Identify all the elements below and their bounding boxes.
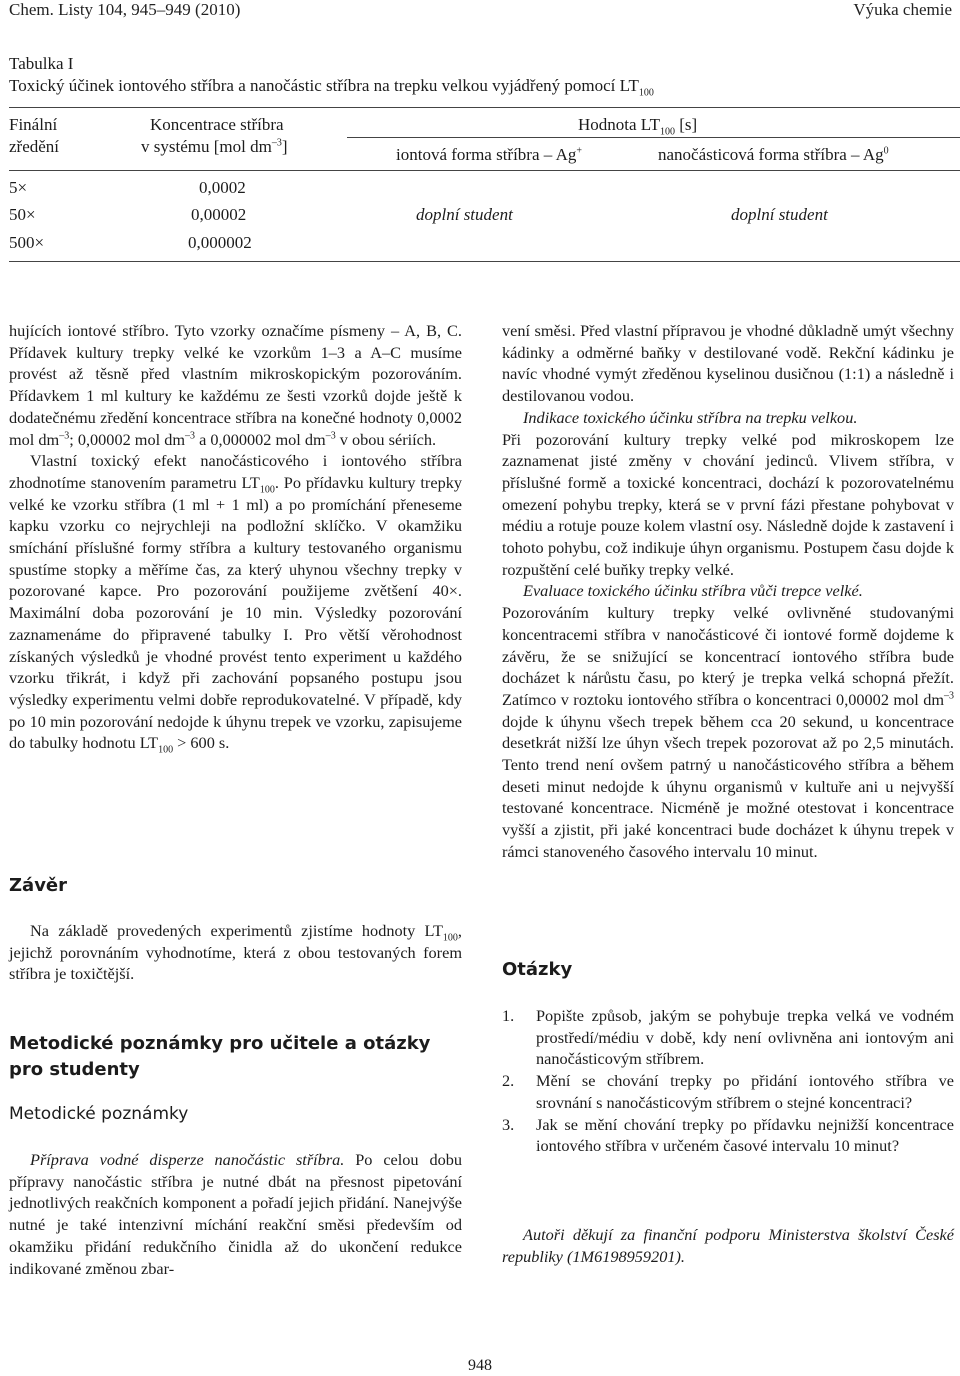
table-row-1-conc: 0,0002 — [199, 178, 246, 197]
paragraph-evaluation: Pozorováním kultury trepky velké ovlivněné studovanými koncentracemi stříbra v nanočásticové či iontové formě dojdeme k závěru, že se snižující se koncentrací iontového stříbra bude docházet k nárůstu času, po který je trepka velká schopná přežít. Zatímco v roztoku iontového stříbra o koncentraci 0,00002 mol $dm^{-3}$ dojde k úhynu všech trepek během cca 20 sekund, u koncentrace desetkrát nižší lze úhyn všech trepek pozorovat až po 2,5 minutách. Tento trend není ovšem patrný u nanočásticového stříbra a během deseti minut nedojde k úhynu organismů v kultuře ani u nejvyšší testované koncentrace. Nicméně je možné otestovat i koncentrace vyšší a zjistit, při jaké koncentraci bude docházet k úhynu trepek v rámci stanoveného časového intervalu 10 minut. — [502, 603, 954, 861]
table-bottom-rule — [9, 261, 960, 262]
table-row-3-conc: 0,000002 — [188, 233, 252, 252]
paragraph-conclusion: Na základě provedených experimentů zjistíme hodnoty $LT_{100}$, jejichž porovnáním vyhodnotíme, která z obou testovaných forem stříbra je toxičtější. — [9, 921, 462, 984]
running-header — [0, 0, 960, 22]
group-rule — [347, 137, 960, 138]
paragraph-samples: hujících iontové stříbro. Tyto vzorky označíme písmeny – A, B, C. Přídavek kultury trepky velké ke vzorkům 1–3 a A–C musíme provést až těsně před vlastním mikroskopickým pozorováním. Přídavkem 1 ml kultury ke každému ze šesti vzorků dojde ještě k dodatečnému zředění koncentrace stříbra na konečné hodnoty 0,0002 mol $dm^{-3}$; 0,00002 mol $dm^{-3}$ a 0,000002 mol $dm^{-3}$ v obou sériích. — [9, 321, 462, 449]
left-column-preparation — [9, 1149, 462, 1279]
col-header-ionic: iontová forma stříbra – Ag+ — [396, 145, 582, 164]
col-header-nano: nanočásticová forma stříbra – Ag$^0$ — [658, 145, 889, 164]
paragraph-preparation: Příprava vodné disperze nanočástic stříbra. Po celou dobu přípravy nanočástic stříbra je nutné dbát na přesnost pipetování jednotlivých reakčních komponent a pořadí jejich přidání. Nanejvýše nutné je také intenzivní míchání reakční směsi především od okamžiku přidání redukčního činidla až do ukončení redukce indikované změnou zbar- — [9, 1150, 463, 1278]
subheading-methodical-notes: Metodické poznámky — [9, 1104, 189, 1124]
col-header-lt-group: Hodnota $LT_{100}$ [s] — [578, 115, 698, 138]
heading-conclusion: Závěr — [9, 875, 68, 896]
table-row-2-ionic: doplní student — [416, 205, 513, 224]
heading-methodical-notes: Metodické poznámky pro učitele a otázky pro studenty — [9, 1033, 431, 1080]
table-label: Tabulka I — [9, 54, 74, 73]
heading-questions: Otázky — [502, 959, 573, 980]
right-column-upper — [502, 320, 954, 863]
table-top-rule — [9, 107, 960, 108]
questions-list-container — [502, 1005, 954, 1157]
subheading-evaluation: Evaluace toxického účinku stříbra vůči trepce velké. — [523, 581, 863, 601]
question-item: 2. Mění se chování trepky po přidání iontového stříbra ve srovnání s nanočásticovým stříbrem o stejné koncentraci? — [502, 1071, 954, 1112]
table-row-3-dilution: 500× — [9, 233, 45, 252]
left-column-upper — [9, 320, 462, 754]
page-number: 948 — [468, 1357, 492, 1374]
col-header-conc-a: Koncentrace stříbra — [150, 115, 284, 134]
table-row-2-dilution: 50× — [9, 205, 36, 224]
section-name: Výuka chemie — [853, 0, 952, 19]
table-row-1-dilution: 5× — [9, 178, 28, 197]
acknowledgement-block — [502, 1224, 954, 1267]
paragraph-washing: vení směsi. Před vlastní přípravou je vhodné důkladně umýt všechny kádinky a odměrné baňky v destilované vodě. Rekční kádinku je navíc vhodné vymýt zředěnou kyselinou dusičnou (1:1) a následně i destilovanou vodou. — [502, 321, 954, 406]
left-column-conclusion — [9, 920, 462, 985]
subheading-indication: Indikace toxického účinku stříbra na trepku velkou. — [523, 407, 858, 427]
question-item: 1. Popište způsob, jakým se pohybuje trepka velká ve vodném prostředí/médiu v době, kdy není ovlivněna ani iontovým ani nanočásticovým stříbrem. — [502, 1006, 954, 1069]
table-row-2-nano: doplní student — [731, 205, 828, 224]
col-header-dilution-b: zředění — [9, 137, 60, 156]
table-row-2-conc: 0,00002 — [191, 205, 247, 224]
col-header-conc-b: v systému [mol $dm^{-3}$] — [141, 137, 288, 156]
question-item: 3. Jak se mění chování trepky po přídavku nejnižší koncentrace iontového stříbra v určeném časové intervalu 10 minut? — [502, 1114, 954, 1156]
table-title: Toxický účinek iontového stříbra a nanočástic stříbra na trepku velkou vyjádřený pomocí $LT_{100}$ — [9, 76, 654, 99]
paragraph-toxic-effect: Vlastní toxický efekt nanočásticového i iontového stříbra zhodnotíme stanovením parametru $LT_{100}$. Po přídavku kultury trepky velké ke vzorku stříbra (1 ml + 1 ml) a po promíchání přeneseme kapku vzorku co nejrychleji na podložní sklíčko. V okamžiku smíchání příslušné formy stříbra a kultury testovaného organismu spustíme stopky a měříme čas, za který uhynou všechny trepky v pozorované kapce. Pro pozorování použijeme zvětšení 40×. Maximální doba pozorování je 10 min. Výsledky pozorování zaznamenáme do připravené tabulky I. Pro větší věrohodnost získaných výsledků je vhodné provést tento experiment u každého vzorku třikrát, i když při zachování popsaného postupu jsou výsledky experimentu velmi dobře reprodukovatelné. V případě, kdy po 10 min pozorování nedojde k úhynu trepek ve vzorku, zapisujeme do tabulky hodnotu $LT_{100} > 600$ s. — [9, 451, 463, 756]
col-header-dilution-a: Finální — [9, 115, 58, 134]
acknowledgement: Autoři děkují za finanční podporu Ministerstva školství České republiky (1M6198959201). — [502, 1225, 954, 1266]
paragraph-indication: Při pozorování kultury trepky velké pod mikroskopem lze zaznamenat jisté změny v chování jedinců. Vlivem stříbra, v příslušné formě a toxické koncentraci, dochází k pozorovatelnému omezení pohybu trepky, která se v první fázi přestane pohybovat v médiu a rotuje pouze kolem vlastní osy. Následně dojde k zastavení i tohoto pohybu, což indikuje úhyn organismu. Postupem času dojde k rozpuštění celé buňky trepky velké. — [502, 429, 954, 579]
journal-citation: Chem. Listy 104, 945–949 (2010) — [9, 0, 241, 19]
table-head-rule — [9, 170, 960, 171]
questions-list — [502, 1005, 954, 1157]
